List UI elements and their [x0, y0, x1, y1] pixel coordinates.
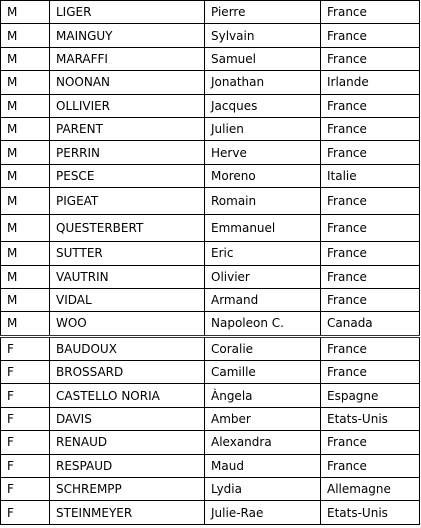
cell-first-name: Alexandra	[205, 431, 321, 454]
cell-last-name: VIDAL	[50, 288, 205, 311]
table-body	[1, 1, 420, 525]
table-row	[1, 94, 420, 117]
cell-first-name: Samuel	[205, 47, 321, 70]
cell-last-name: OLLIVIER	[50, 94, 205, 117]
cell-country: France	[321, 454, 420, 477]
cell-sex: M	[1, 288, 50, 311]
cell-last-name: SCHREMPP	[50, 478, 205, 501]
cell-sex: M	[1, 1, 50, 24]
cell-sex: F	[1, 336, 50, 360]
cell-first-name: Lydia	[205, 478, 321, 501]
table-row	[1, 71, 420, 94]
cell-sex: F	[1, 454, 50, 477]
cell-country: Espagne	[321, 384, 420, 407]
cell-sex: M	[1, 164, 50, 187]
cell-sex: M	[1, 71, 50, 94]
cell-last-name: LIGER	[50, 1, 205, 24]
cell-first-name: Olivier	[205, 265, 321, 288]
cell-country: Canada	[321, 312, 420, 336]
cell-last-name: RESPAUD	[50, 454, 205, 477]
table-row	[1, 141, 420, 164]
cell-country: France	[321, 242, 420, 265]
cell-first-name: Julien	[205, 117, 321, 140]
cell-first-name: Jacques	[205, 94, 321, 117]
cell-last-name: BAUDOUX	[50, 336, 205, 360]
cell-sex: M	[1, 265, 50, 288]
table-row	[1, 242, 420, 265]
table-row	[1, 24, 420, 47]
table-row	[1, 215, 420, 242]
cell-country: France	[321, 215, 420, 242]
table-row	[1, 501, 420, 524]
table-row	[1, 384, 420, 407]
cell-sex: F	[1, 384, 50, 407]
table-row	[1, 312, 420, 336]
cell-country: France	[321, 188, 420, 215]
cell-last-name: PERRIN	[50, 141, 205, 164]
cell-sex: M	[1, 215, 50, 242]
cell-first-name: Herve	[205, 141, 321, 164]
cell-first-name: Àngela	[205, 384, 321, 407]
table-row	[1, 361, 420, 384]
cell-sex: F	[1, 407, 50, 430]
cell-country: France	[321, 47, 420, 70]
cell-sex: M	[1, 47, 50, 70]
cell-sex: M	[1, 312, 50, 336]
cell-sex: F	[1, 478, 50, 501]
table-row	[1, 1, 420, 24]
cell-first-name: Armand	[205, 288, 321, 311]
cell-first-name: Julie-Rae	[205, 501, 321, 524]
cell-country: France	[321, 141, 420, 164]
cell-country: France	[321, 361, 420, 384]
cell-country: Allemagne	[321, 478, 420, 501]
cell-last-name: QUESTERBERT	[50, 215, 205, 242]
cell-country: France	[321, 265, 420, 288]
cell-last-name: PARENT	[50, 117, 205, 140]
cell-first-name: Romain	[205, 188, 321, 215]
cell-last-name: MARAFFI	[50, 47, 205, 70]
cell-country: France	[321, 117, 420, 140]
cell-sex: M	[1, 188, 50, 215]
cell-last-name: WOO	[50, 312, 205, 336]
table-row	[1, 164, 420, 187]
table-row	[1, 478, 420, 501]
cell-first-name: Maud	[205, 454, 321, 477]
table-row	[1, 454, 420, 477]
cell-first-name: Emmanuel	[205, 215, 321, 242]
cell-last-name: NOONAN	[50, 71, 205, 94]
cell-first-name: Camille	[205, 361, 321, 384]
cell-first-name: Amber	[205, 407, 321, 430]
cell-first-name: Napoleon C.	[205, 312, 321, 336]
cell-country: France	[321, 431, 420, 454]
cell-first-name: Moreno	[205, 164, 321, 187]
cell-last-name: RENAUD	[50, 431, 205, 454]
cell-sex: M	[1, 94, 50, 117]
cell-sex: M	[1, 242, 50, 265]
cell-sex: F	[1, 501, 50, 524]
cell-country: Etats-Unis	[321, 501, 420, 524]
cell-last-name: BROSSARD	[50, 361, 205, 384]
cell-first-name: Eric	[205, 242, 321, 265]
cell-last-name: VAUTRIN	[50, 265, 205, 288]
table-row	[1, 407, 420, 430]
cell-country: France	[321, 336, 420, 360]
table-row	[1, 336, 420, 360]
cell-sex: M	[1, 141, 50, 164]
table-row	[1, 117, 420, 140]
cell-first-name: Coralie	[205, 336, 321, 360]
cell-last-name: DAVIS	[50, 407, 205, 430]
cell-sex: F	[1, 431, 50, 454]
table-row	[1, 188, 420, 215]
cell-last-name: SUTTER	[50, 242, 205, 265]
cell-first-name: Jonathan	[205, 71, 321, 94]
cell-country: Etats-Unis	[321, 407, 420, 430]
cell-country: Italie	[321, 164, 420, 187]
cell-country: Irlande	[321, 71, 420, 94]
cell-sex: F	[1, 361, 50, 384]
cell-country: France	[321, 288, 420, 311]
table-row	[1, 265, 420, 288]
table-row	[1, 288, 420, 311]
cell-last-name: STEINMEYER	[50, 501, 205, 524]
cell-country: France	[321, 24, 420, 47]
cell-last-name: PIGEAT	[50, 188, 205, 215]
table-row	[1, 47, 420, 70]
cell-country: France	[321, 94, 420, 117]
cell-first-name: Sylvain	[205, 24, 321, 47]
cell-sex: M	[1, 117, 50, 140]
cell-sex: M	[1, 24, 50, 47]
cell-last-name: CASTELLO NORIA	[50, 384, 205, 407]
cell-last-name: MAINGUY	[50, 24, 205, 47]
cell-first-name: Pierre	[205, 1, 321, 24]
table-row	[1, 431, 420, 454]
cell-last-name: PESCE	[50, 164, 205, 187]
cell-country: France	[321, 1, 420, 24]
